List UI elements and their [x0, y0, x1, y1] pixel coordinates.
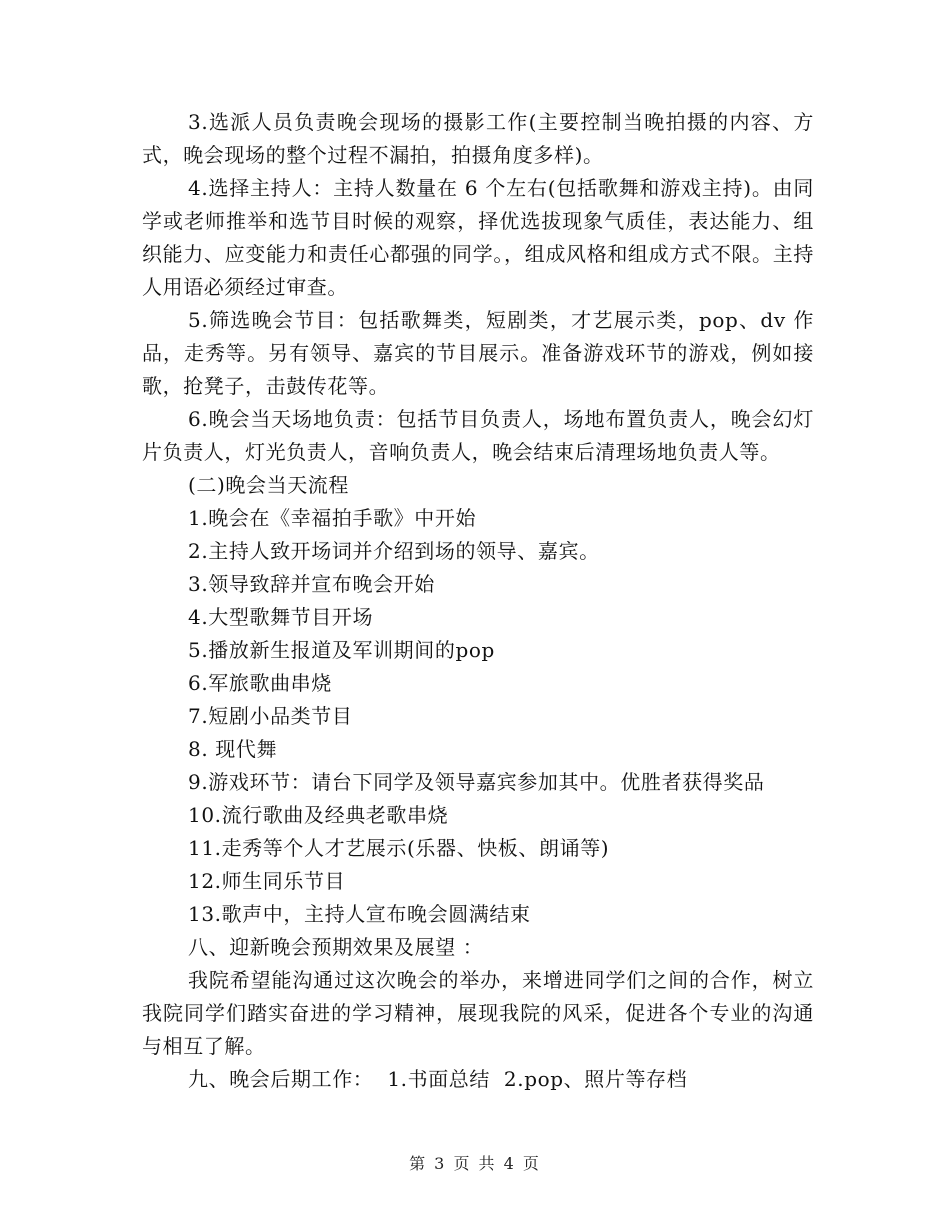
flow-item: 9.游戏环节：请台下同学及领导嘉宾参加其中。优胜者获得奖品	[188, 770, 765, 794]
flow-item: 1.晚会在《幸福拍手歌》中开始	[188, 506, 477, 530]
paragraph-program-selection: 5.筛选晚会节目：包括歌舞类，短剧类，才艺展示类，pop、dv 作品，走秀等。另有领导、嘉宾的节目展示。准备游戏环节的游戏，例如接歌，抢凳子，击鼓传花等。	[142, 308, 814, 398]
flow-item: 7.短剧小品类节目	[188, 704, 353, 728]
flow-item: 8. 现代舞	[188, 737, 278, 761]
paragraph-venue-responsibility: 6.晚会当天场地负责：包括节目负责人，场地布置负责人，晚会幻灯片负责人，灯光负责人，音响负责人，晚会结束后清理场地负责人等。	[142, 407, 814, 464]
flow-item: 5.播放新生报道及军训期间的pop	[188, 638, 495, 662]
flow-item: 6.军旅歌曲串烧	[188, 671, 332, 695]
flow-item: 2.主持人致开场词并介绍到场的领导、嘉宾。	[188, 539, 600, 563]
section-heading-expected-effect: 八、迎新晚会预期效果及展望 ：	[188, 935, 484, 959]
flow-item: 12.师生同乐节目	[188, 869, 346, 893]
paragraph-expected-effect: 我院希望能沟通过这次晚会的举办，来增进同学们之间的合作，树立我院同学们踏实奋进的学习精神，展现我院的风采，促进各个专业的沟通与相互了解。	[142, 968, 814, 1058]
flow-item: 10.流行歌曲及经典老歌串烧	[188, 803, 449, 827]
document-body	[142, 106, 814, 1096]
flow-item: 13.歌声中，主持人宣布晚会圆满结束	[188, 902, 531, 926]
section-post-event-work: 九、晚会后期工作： 1.书面总结 2.pop、照片等存档	[188, 1067, 688, 1091]
flow-item: 3.领导致辞并宣布晚会开始	[188, 572, 435, 596]
flow-item: 11.走秀等个人才艺展示(乐器、快板、朗诵等)	[188, 836, 610, 860]
paragraph-host-selection: 4.选择主持人：主持人数量在 6 个左右(包括歌舞和游戏主持)。由同学或老师推举和选节目时候的观察，择优选拔现象气质佳，表达能力、组织能力、应变能力和责任心都强的同学。，组成风格和组成方式不限。主持人用语必须经过审查。	[142, 176, 814, 299]
page-number-footer: 第 3 页 共 4 页	[409, 1154, 541, 1173]
flow-item: 4.大型歌舞节目开场	[188, 605, 374, 629]
section-heading-evening-flow: (二)晚会当天流程	[188, 473, 350, 497]
paragraph-photography: 3.选派人员负责晚会现场的摄影工作(主要控制当晚拍摄的内容、方式，晚会现场的整个过程不漏拍，拍摄角度多样)。	[142, 110, 814, 167]
